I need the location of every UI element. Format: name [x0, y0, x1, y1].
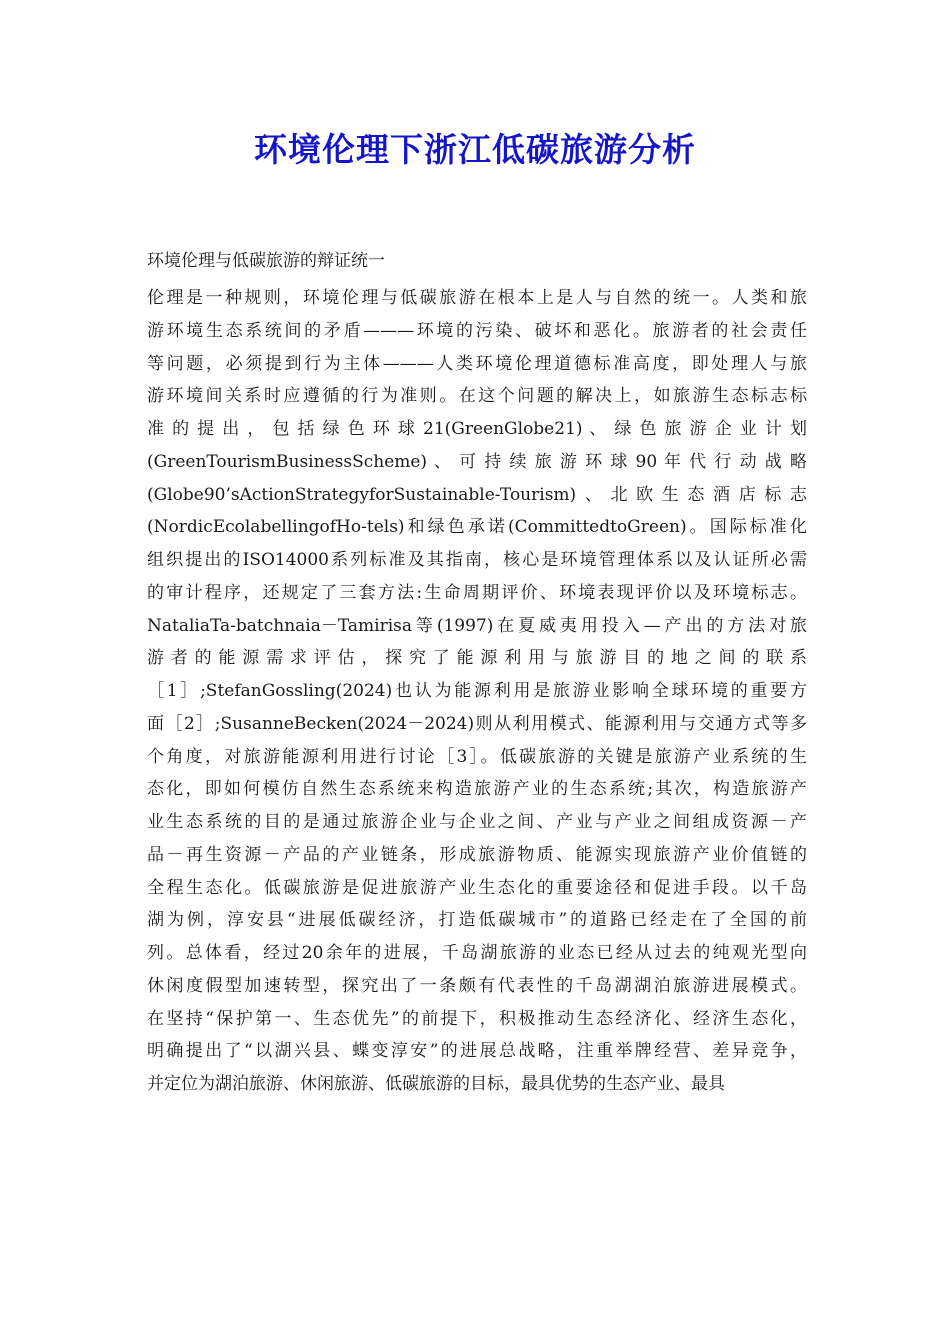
body-line: NataliaTa-batchnaia－Tamirisa等(1997)在夏威夷用投入—产出的方法对旅	[147, 615, 807, 636]
body-line: 个角度，对旅游能源利用进行讨论［3］。低碳旅游的关键是旅游产业系统的生	[147, 746, 807, 767]
body-line: 等问题，必须提到行为主体———人类环境伦理道德标准高度，即处理人与旅	[147, 353, 807, 374]
body-line: 游环境间关系时应遵循的行为准则。在这个问题的解决上，如旅游生态标志标	[147, 386, 807, 407]
body-line: 组织提出的ISO14000系列标准及其指南，核心是环境管理体系以及认证所必需	[147, 550, 807, 570]
body-line: 休闲度假型加速转型，探究出了一条颇有代表性的千岛湖湖泊旅游进展模式。	[147, 975, 807, 996]
body-line: 明确提出了“以湖兴县、蝶变淳安”的进展总战略，注重举牌经营、差异竞争，	[147, 1041, 807, 1062]
body-line: 品－再生资源－产品的产业链条，形成旅游物质、能源实现旅游产业价值链的	[147, 844, 807, 865]
body-line: 面［2］;SusanneBecken(2024－2024)则从利用模式、能源利用与交通方式等多	[147, 713, 807, 734]
body-line: 湖为例，淳安县“进展低碳经济，打造低碳城市”的道路已经走在了全国的前	[147, 910, 807, 931]
body-line: 伦理是一种规则，环境伦理与低碳旅游在根本上是人与自然的统一。人类和旅	[147, 288, 807, 308]
document-title: 环境伦理下浙江低碳旅游分析	[254, 130, 696, 169]
body-line: 全程生态化。低碳旅游是促进旅游产业生态化的重要途径和促进手段。以千岛	[147, 877, 807, 898]
body-line: (NordicEcolabellingofHo-tels)和绿色承诺(CommittedtoGreen)。国际标准化	[147, 517, 807, 538]
body-line: (Globe90’sActionStrategyforSustainable-Tourism)、北欧生态酒店标志	[147, 484, 807, 505]
body-line: 列。总体看，经过20余年的进展，千岛湖旅游的业态已经从过去的纯观光型向	[147, 943, 807, 963]
body-line: 准 的 提 出 ， 包 括 绿 色 环 球 21(GreenGlobe21) 、 绿 色 旅 游 企 业 计 划	[147, 419, 807, 439]
body-line: 态化，即如何模仿自然生态系统来构造旅游产业的生态系统;其次，构造旅游产	[147, 779, 807, 800]
body-line: 业生态系统的目的是通过旅游企业与企业之间、产业与产业之间组成资源－产	[147, 812, 807, 832]
body-line: 游环境生态系统间的矛盾———环境的污染、破坏和恶化。旅游者的社会责任	[147, 320, 807, 341]
body-line: 的审计程序，还规定了三套方法:生命周期评价、环境表现评价以及环境标志。	[147, 582, 807, 603]
body-text	[147, 282, 807, 1101]
body-line: 在坚持“保护第一、生态优先”的前提下，积极推动生态经济化、经济生态化，	[147, 1008, 807, 1029]
body-line: ［1］;StefanGossling(2024)也认为能源利用是旅游业影响全球环境的重要方	[147, 681, 807, 701]
body-line: 游 者 的 能 源 需 求 评 估 ， 探 究 了 能 源 利 用 与 旅 游 目 的 地 之 间 的 联 系	[147, 648, 807, 669]
body-line: (GreenTourismBusinessScheme) 、 可 持 续 旅 游 环 球 90 年 代 行 动 战 略	[147, 451, 807, 472]
section-heading: 环境伦理与低碳旅游的辩证统一	[147, 251, 385, 271]
body-line: 并定位为湖泊旅游、休闲旅游、低碳旅游的目标，最具优势的生态产业、最具	[147, 1074, 725, 1094]
